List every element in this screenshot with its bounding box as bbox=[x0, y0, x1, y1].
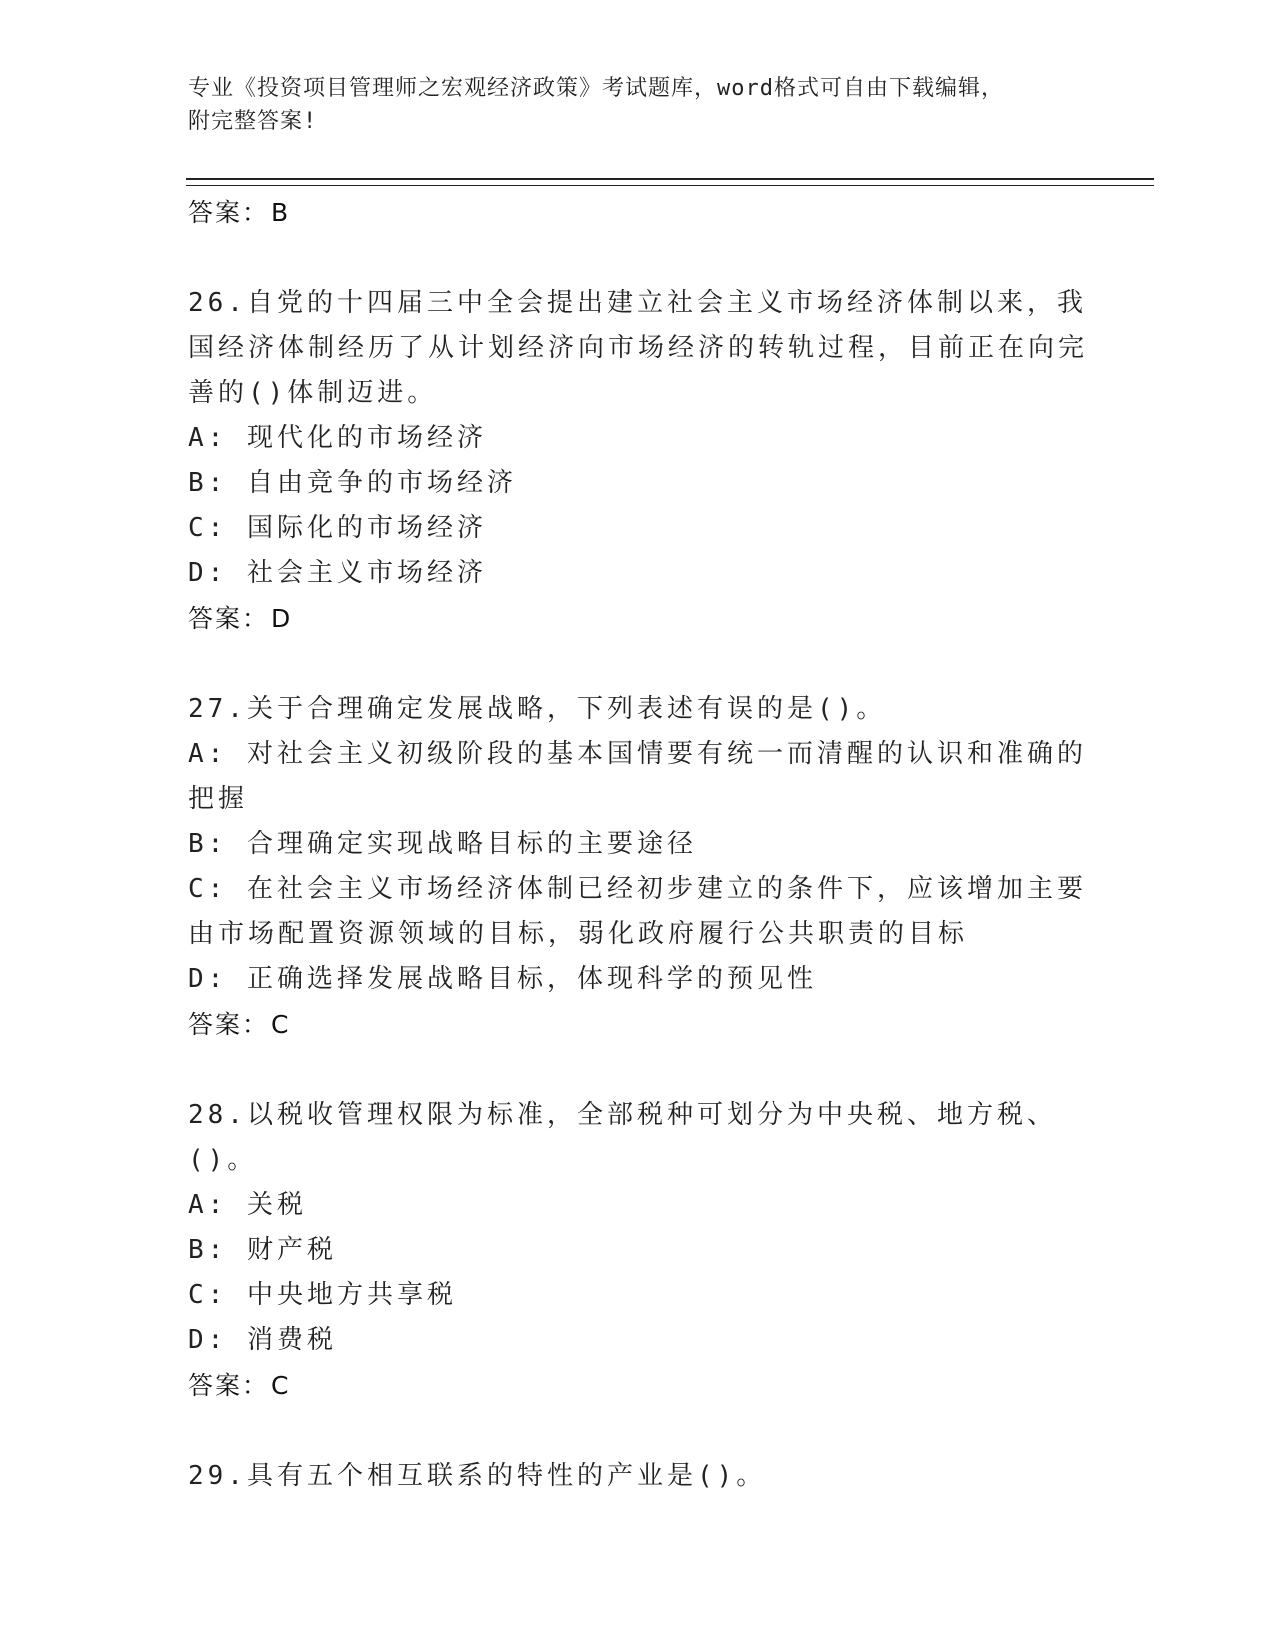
option-c: C: 在社会主义市场经济体制已经初步建立的条件下，应该增加主要由市场配置资源领域的目标，弱化政府履行公共职责的目标 bbox=[188, 874, 1087, 949]
option-c: C: 国际化的市场经济 bbox=[188, 513, 487, 543]
question-stem: 29.具有五个相互联系的特性的产业是()。 bbox=[188, 1461, 767, 1491]
option-d: D: 正确选择发展战略目标，体现科学的预见性 bbox=[188, 964, 817, 994]
answer-label: 答案： bbox=[188, 198, 270, 227]
answer-label: 答案： bbox=[188, 604, 270, 633]
question-27 bbox=[188, 687, 1088, 1047]
answer-value: C bbox=[271, 1010, 291, 1039]
answer-label: 答案： bbox=[188, 1010, 270, 1039]
answer-value: D bbox=[271, 604, 293, 633]
header-note-line-2: 附完整答案! bbox=[188, 109, 318, 134]
document-header-note bbox=[188, 72, 1088, 138]
question-list bbox=[188, 190, 1088, 1499]
header-note-line-1: 专业《投资项目管理师之宏观经济政策》考试题库，word格式可自由下载编辑， bbox=[188, 76, 1004, 101]
option-a: A: 现代化的市场经济 bbox=[188, 423, 487, 453]
option-b: B: 财产税 bbox=[188, 1235, 337, 1265]
option-a: A: 关税 bbox=[188, 1190, 307, 1220]
question-26 bbox=[188, 281, 1088, 641]
option-a: A: 对社会主义初级阶段的基本国情要有统一而清醒的认识和准确的把握 bbox=[188, 739, 1087, 814]
option-d: D: 消费税 bbox=[188, 1325, 337, 1355]
question-29 bbox=[188, 1454, 1088, 1499]
option-d: D: 社会主义市场经济 bbox=[188, 558, 487, 588]
answer-line bbox=[188, 596, 1088, 641]
question-28 bbox=[188, 1093, 1088, 1408]
answer-value: B bbox=[271, 198, 291, 227]
answer-line bbox=[188, 1002, 1088, 1047]
answer-label: 答案： bbox=[188, 1371, 270, 1400]
answer-line bbox=[188, 190, 1088, 235]
question-stem: 27.关于合理确定发展战略，下列表述有误的是()。 bbox=[188, 694, 887, 724]
option-b: B: 合理确定实现战略目标的主要途径 bbox=[188, 829, 697, 859]
question-stem: 26.自党的十四届三中全会提出建立社会主义市场经济体制以来，我国经济体制经历了从计划经济向市场经济的转轨过程，目前正在向完善的()体制迈进。 bbox=[188, 288, 1089, 408]
option-b: B: 自由竞争的市场经济 bbox=[188, 468, 517, 498]
option-c: C: 中央地方共享税 bbox=[188, 1280, 457, 1310]
answer-line bbox=[188, 1363, 1088, 1408]
header-divider bbox=[186, 178, 1154, 186]
answer-value: C bbox=[271, 1371, 291, 1400]
question-stem: 28.以税收管理权限为标准，全部税种可划分为中央税、地方税、()。 bbox=[188, 1100, 1057, 1175]
